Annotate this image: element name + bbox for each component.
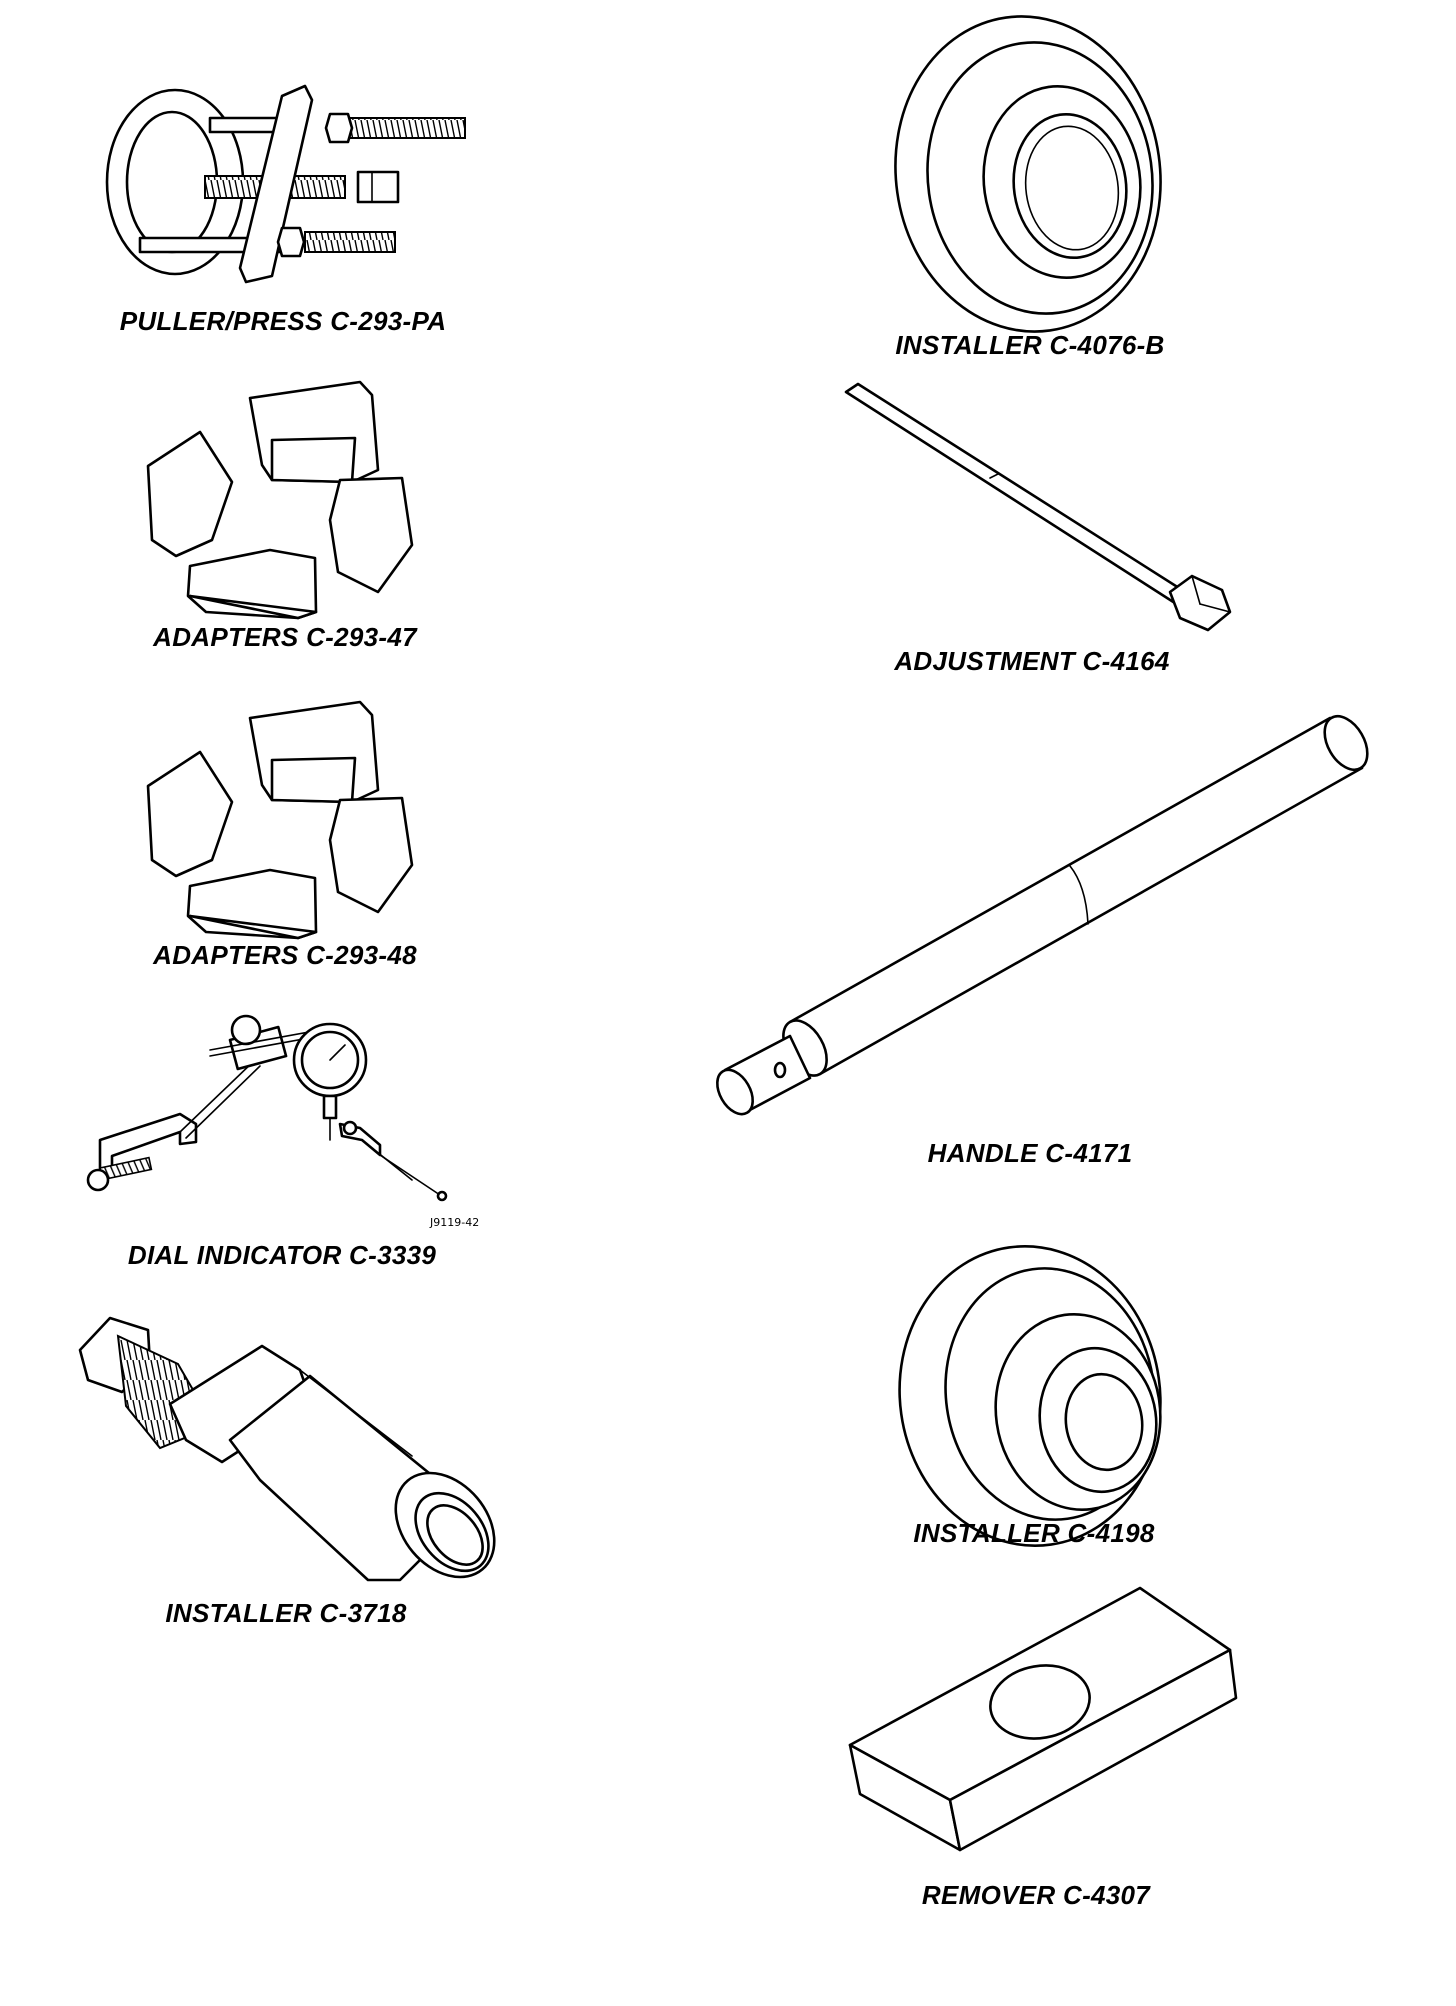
installer-4076b-drawing [875,0,1180,349]
adapters-48-drawing [148,702,412,938]
label-adapters-48: ADAPTERS C-293-48 [153,940,417,970]
label-handle-4171: HANDLE C-4171 [927,1138,1133,1168]
label-adjustment-4164: ADJUSTMENT C-4164 [894,646,1170,676]
label-installer-4198: INSTALLER C-4198 [913,1518,1155,1548]
figure-code: J9119-42 [430,1216,480,1229]
label-installer-4076b: INSTALLER C-4076-B [895,330,1165,360]
label-installer-3718: INSTALLER C-3718 [165,1598,407,1628]
label-puller-press: PULLER/PRESS C-293-PA [119,306,447,336]
handle-4171-drawing [710,709,1376,1120]
remover-4307-drawing [850,1588,1236,1850]
installer-4198-drawing [880,1229,1179,1562]
label-dial-indicator: DIAL INDICATOR C-3339 [127,1240,437,1270]
puller-press-drawing [107,86,465,282]
adapters-47-drawing [148,382,412,618]
label-adapters-47: ADAPTERS C-293-47 [153,622,417,652]
adjustment-4164-drawing [846,384,1230,630]
dial-indicator-drawing [88,1016,446,1200]
installer-3718-drawing [80,1318,514,1596]
label-remover-4307: REMOVER C-4307 [921,1880,1151,1910]
